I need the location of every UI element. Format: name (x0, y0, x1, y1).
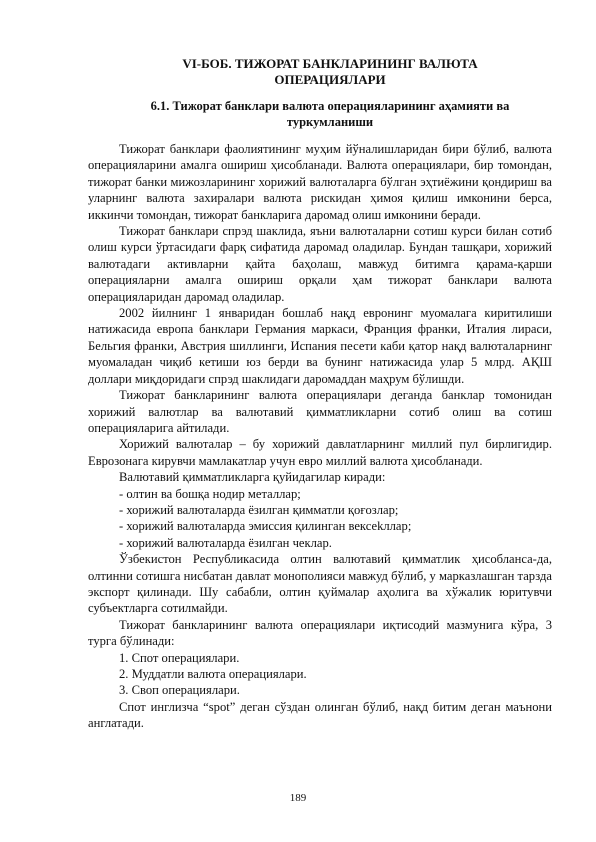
list-item: - хорижий валюталарда ёзилган чеклар. (119, 535, 332, 550)
chapter-title-line-1: VI-БОБ. ТИЖОРАТ БАНКЛАРИНИНГ ВАЛЮТА (182, 56, 478, 71)
page-number: 189 (289, 792, 307, 804)
paragraph: Тижорат банклари спрэд шаклида, яъни валюталарни сотиш курси билан сотиб олиш курси ўртасидаги фарқ сифатида даромад оладилар. Бундан ташқари, хорижий валютадаги активларни қайта баҳолаш, мавжуд битимга қарама-қарши операцияларни амалга ошириш орқали ҳам тижорат банклари валюта операцияларидан даромад оладилар. (88, 224, 552, 304)
list-item: - хорижий валюталарда ёзилган қимматли қоғозлар; (119, 502, 399, 517)
body-text (88, 141, 552, 732)
section-title-line-2: туркумланиши (286, 115, 374, 129)
section-title-line-1: 6.1. Тижорат банклари валюта операцияларининг аҳамияти ва (150, 99, 510, 113)
paragraph: Тижорат банклари фаолиятининг муҳим йўналишларидан бири бўлиб, валюта операцияларини амалга ошириш ҳисобланади. Валюта операциялари, бир томондан, тижорат банки мижозларининг хорижий валюталарга бўлган эҳтиёжини қондириш ва уларнинг валюта захиралари валюта рискидан ҳимоя қилиш имконини берса, иккинчи томондан, тижорат банкларига даромад олиш имконини беради. (88, 142, 552, 222)
list-item: 3. Своп операциялари. (119, 683, 240, 698)
list-item: 1. Спот операциялари. (119, 650, 240, 665)
paragraph: Хорижий валюталар – бу хорижий давлатларнинг миллий пул бирлигидир. Еврозонага кирувчи мамлакатлар учун евро миллий валюта ҳисобланади. (88, 437, 552, 468)
list-item: - хорижий валюталарда эмиссия қилинган вексеkллар; (119, 519, 412, 534)
chapter-title (120, 56, 540, 88)
list-item: 2. Муддатли валюта операциялари. (119, 667, 307, 681)
paragraph: Ўзбекистон Республикасида олтин валютавий қимматлик ҳисобланса-да, олтинни сотишга нисбатан давлат монополияси мавжуд бўлиб, у марказлашган тарзда экспорт қилинади. Шу сабабли, олтин қуймалар аҳолига ва хўжалик юритувчи субъектларга сотилмайди. (88, 552, 552, 616)
paragraph: 2002 йилнинг 1 январидан бошлаб нақд евронинг муомалага киритилиши натижасида европа банклари Германия маркаси, Франция франки, Италия лираси, Бельгия франки, Австрия шиллинги, Испания песети каби қатор нақд валюталарнинг муомаладан чиқиб кетиши юз берди ва бунинг натижасида улар 5 млрд. АҚШ доллари миқдоридаги спрэд шаклидаги даромаддан маҳрум бўлишди. (88, 306, 552, 386)
paragraph: Тижорат банкларининг валюта операциялари деганда банклар томонидан хорижий валютлар ва валютавий қимматликларни сотиб олиш ва сотиш операцияларига айтилади. (88, 388, 552, 435)
chapter-title-line-2: ОПЕРАЦИЯЛАРИ (274, 72, 386, 87)
paragraph: Спот инглизча “spot” деган сўздан олинган бўлиб, нақд битим деган маънони англатади. (88, 699, 552, 731)
paragraph: Тижорат банкларининг валюта операциялари иқтисодий мазмунига кўра, 3 турга бўлинади: (88, 617, 552, 649)
list-item: - олтин ва бошқа нодир металлар; (119, 486, 301, 501)
section-title (110, 98, 550, 130)
paragraph: Валютавий қимматликларга қуйидагилар киради: (119, 470, 386, 485)
